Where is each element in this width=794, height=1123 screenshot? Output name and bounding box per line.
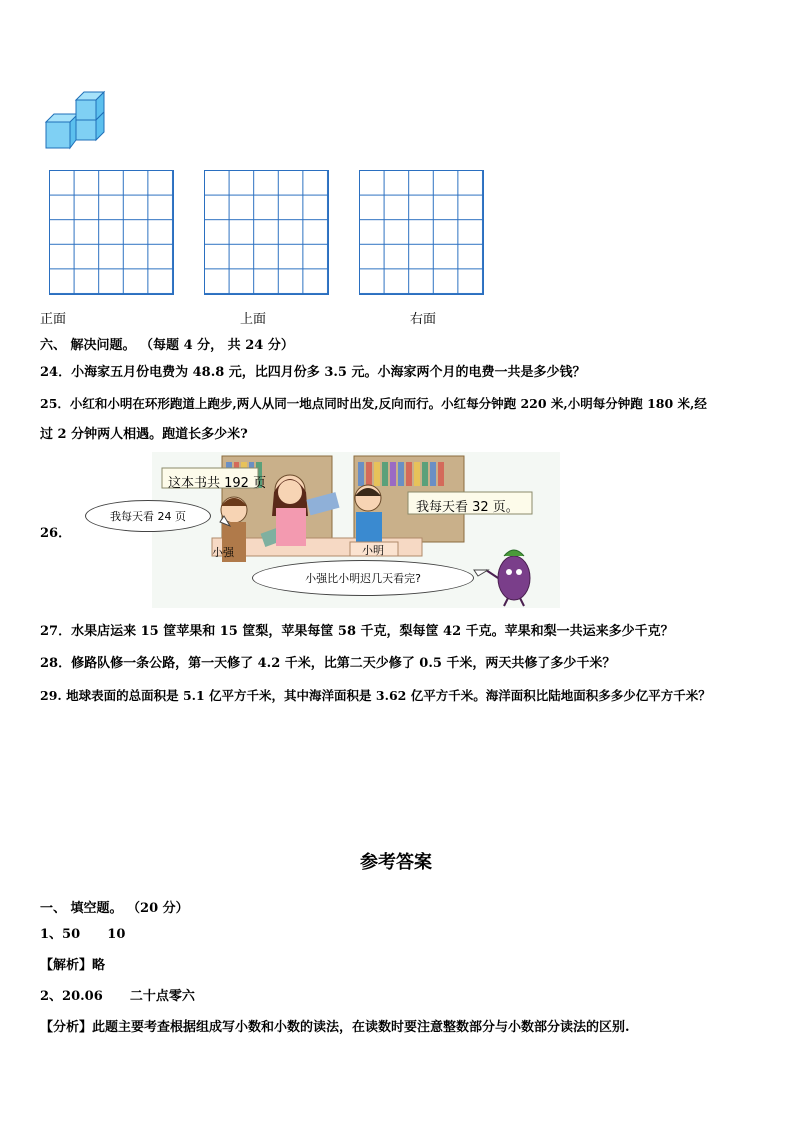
answers-title: 参考答案 xyxy=(360,852,432,873)
cube-figure xyxy=(44,90,108,152)
grid-front xyxy=(49,170,174,295)
book-sign-text: 这本书共 192 页 xyxy=(168,476,267,491)
section-6-heading: 六、 解决问题。 （每题 4 分， 共 24 分） xyxy=(40,338,294,353)
question-25-line1: 25．小红和小明在环形跑道上跑步,两人从同一地点同时出发,反向而行。小红每分钟跑 220 米,小明每分钟跑 180 米,经 xyxy=(40,396,707,411)
label-front: 正面 xyxy=(40,312,67,327)
question-24: 24．小海家五月份电费为 48.8 元，比四月份多 3.5 元。小海家两个月的电费一共是多少钱？ xyxy=(40,365,586,380)
reading-illustration xyxy=(112,452,560,608)
bubble-bottom: 小强比小明迟几天看完? xyxy=(252,560,474,596)
question-29: 29. 地球表面的总面积是 5.1 亿平方千米，其中海洋面积是 3.62 亿平方千米。海洋面积比陆地面积多多少亿平方千米？ xyxy=(40,688,711,703)
name-right: 小明 xyxy=(362,544,384,557)
label-right: 右面 xyxy=(410,312,437,327)
answer-1-note: 【解析】略 xyxy=(40,958,106,973)
answer-2-note: 【分析】此题主要考查根据组成写小数和小数的读法，在读数时要注意整数部分与小数部分读法的区别. xyxy=(40,1020,630,1035)
bubble-left: 我每天看 24 页 xyxy=(85,500,211,532)
question-28: 28．修路队修一条公路，第一天修了 4.2 千米，比第二天少修了 0.5 千米，两天共修了多少千米？ xyxy=(40,656,616,671)
answer-2: 2、20.06 二十点零六 xyxy=(40,989,195,1004)
grid-right xyxy=(359,170,484,295)
name-left: 小强 xyxy=(212,546,234,559)
right-sign-text: 我每天看 32 页。 xyxy=(416,500,519,515)
answer-1: 1、50 10 xyxy=(40,927,126,942)
question-25-line2: 过 2 分钟两人相遇。跑道长多少米? xyxy=(40,427,248,442)
answers-section-1: 一、 填空题。 （20 分） xyxy=(40,901,189,916)
grid-top xyxy=(204,170,329,295)
label-top: 上面 xyxy=(240,312,267,327)
question-26-number: 26． xyxy=(40,526,72,541)
question-27: 27．水果店运来 15 筐苹果和 15 筐梨，苹果每筐 58 千克，梨每筐 42 千克。苹果和梨一共运来多少千克？ xyxy=(40,624,674,639)
